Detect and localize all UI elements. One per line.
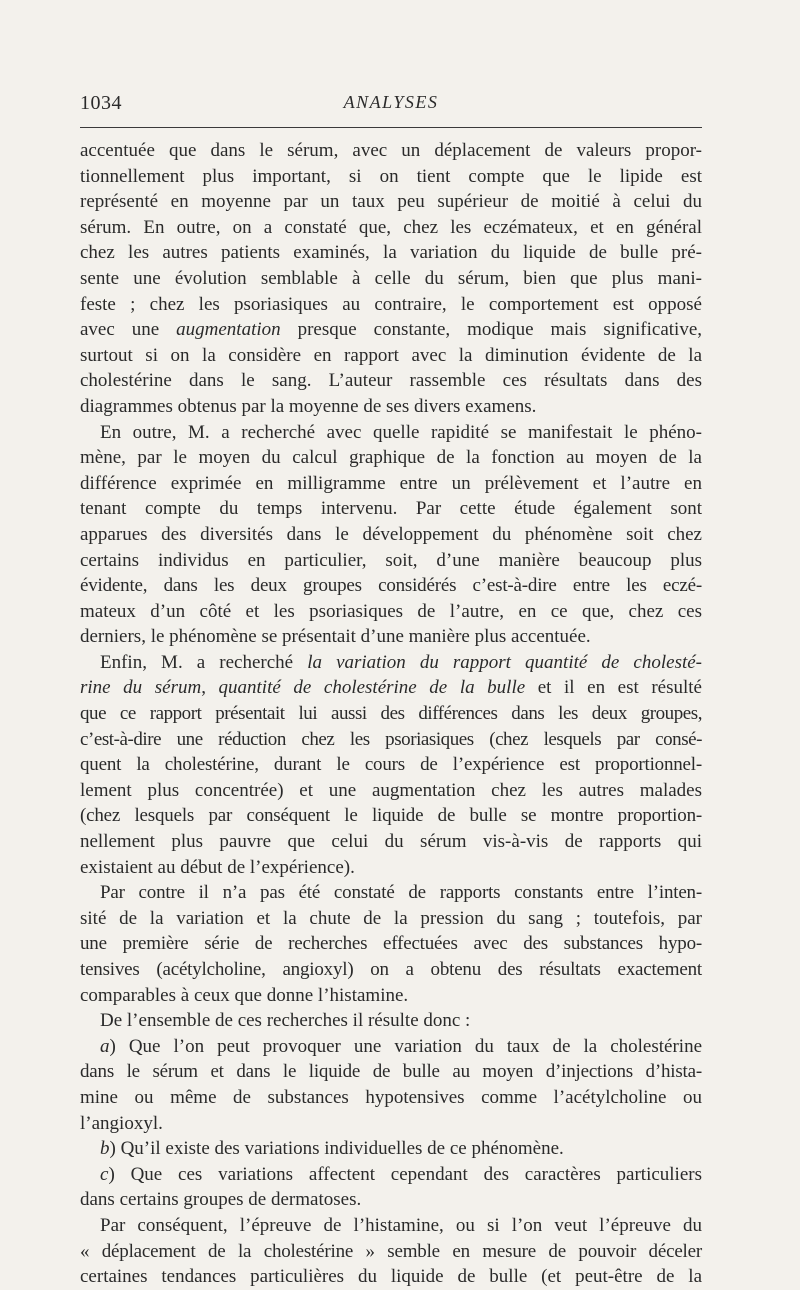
list-item: [80, 1034, 702, 1136]
paragraph: [80, 880, 702, 1008]
text-line: [80, 1034, 702, 1060]
text-line: diagrammes obtenus par la moyenne de ses divers examens.: [80, 395, 537, 417]
list-marker: c: [100, 1163, 109, 1185]
text-run: Enfin, M. a recherché: [100, 651, 308, 673]
italic-term: la variation du rapport quantité de cholesté-: [307, 651, 702, 673]
page-header: [80, 92, 702, 122]
paragraph: [80, 650, 702, 880]
text-line: sité de la variation et la chute de la pression du sang ; toutefois, par: [80, 907, 702, 929]
text-line: certains individus en particulier, soit, d’une manière beaucoup plus: [80, 549, 702, 571]
text-line: représenté en moyenne par un taux peu supérieur de moitié à celui du: [80, 191, 702, 213]
text-line: quent la cholestérine, durant le cours de l’expérience est proportionnel-: [80, 754, 702, 776]
paragraph: [80, 1008, 702, 1034]
text-line: (chez lesquels par conséquent le liquide de bulle se montre proportion-: [80, 805, 702, 827]
text-line: tensives (acétylcholine, angioxyl) on a obtenu des résultats exactement: [80, 959, 702, 980]
text-line: évidente, dans les deux groupes considérés c’est-à-dire entre les eczé-: [80, 575, 702, 597]
text-run: ,: [201, 677, 219, 699]
text-line: accentuée que dans le sérum, avec un déplacement de valeurs propor-: [80, 140, 702, 161]
text-line: « déplacement de la cholestérine » semble en mesure de pouvoir déceler: [80, 1240, 702, 1262]
text-line: [80, 650, 702, 676]
text-line: dans certains groupes de dermatoses.: [80, 1189, 362, 1211]
text-line: tenant compte du temps intervenu. Par cette étude également sont: [80, 498, 702, 520]
text-line: c’est-à-dire une réduction chez les psoriasiques (chez lesquels par consé-: [80, 728, 702, 750]
text-line: Par conséquent, l’épreuve de l’histamine, ou si l’on veut l’épreuve du: [100, 1214, 702, 1236]
text-line: que ce rapport présentait lui aussi des différences dans les deux groupes,: [80, 703, 702, 725]
text-line: nellement plus pauvre que celui du sérum vis-à-vis de rapports qui: [80, 831, 702, 853]
page-number: 1034: [80, 92, 122, 114]
paragraph: [80, 1213, 702, 1290]
text-line: lement plus concentrée) et une augmentation chez les autres malades: [80, 779, 702, 801]
text-line: feste ; chez les psoriasiques au contraire, le comportement est opposé: [80, 293, 702, 315]
header-rule: [80, 127, 702, 128]
italic-term: quantité de cholestérine de la bulle: [218, 677, 526, 699]
text-line: dans le sérum et dans le liquide de bulle au moyen d’injections d’hista-: [80, 1061, 702, 1083]
list-marker: b: [100, 1138, 110, 1160]
text-line: l’angioxyl.: [80, 1112, 163, 1134]
text-line: [80, 1136, 702, 1162]
body-text: [80, 138, 702, 1290]
text-line: derniers, le phénomène se présentait d’une manière plus accentuée.: [80, 626, 591, 648]
text-run: presque constante, modique mais significative,: [280, 319, 703, 341]
text-line: De l’ensemble de ces recherches il résulte donc :: [100, 1010, 471, 1032]
text-run: avec une: [80, 319, 177, 341]
text-run: et il en est résulté: [525, 677, 702, 699]
text-run: ) Qu’il existe des variations individuelles de ce phénomène.: [109, 1138, 564, 1160]
text-line: sérum. En outre, on a constaté que, chez les eczémateux, et en général: [80, 216, 702, 238]
text-line: tionnellement plus important, si on tient compte que le lipide est: [80, 165, 702, 187]
text-line: Par contre il n’a pas été constaté de rapports constants entre l’inten-: [100, 882, 702, 904]
list-item: [80, 1162, 702, 1213]
paragraph: [80, 138, 702, 420]
text-run: ) Que l’on peut provoquer une variation du taux de la cholestérine: [109, 1035, 702, 1057]
running-title: ANALYSES: [343, 92, 439, 112]
text-line: [80, 675, 702, 701]
text-line: apparues des diversités dans le développement du phénomène soit chez: [80, 523, 702, 545]
text-line: comparables à ceux que donne l’histamine.: [80, 984, 409, 1006]
text-line: mine ou même de substances hypotensives comme l’acétylcholine ou: [80, 1086, 702, 1108]
text-line: une première série de recherches effectuées avec des substances hypo-: [80, 933, 702, 955]
italic-term: rine du sérum: [80, 677, 202, 699]
text-line: [80, 317, 702, 343]
text-line: [80, 1162, 702, 1188]
text-line: mateux d’un côté et les psoriasiques de l’autre, en ce que, chez ces: [80, 600, 702, 622]
italic-term: augmentation: [176, 319, 281, 341]
text-line: certaines tendances particulières du liquide de bulle (et peut-être de la: [80, 1266, 702, 1288]
text-line: différence exprimée en milligramme entre un prélèvement et l’autre en: [80, 472, 702, 494]
text-line: En outre, M. a recherché avec quelle rapidité se manifestait le phéno-: [100, 421, 702, 443]
text-line: mène, par le moyen du calcul graphique de la fonction au moyen de la: [80, 447, 702, 469]
text-line: chez les autres patients examinés, la variation du liquide de bulle pré-: [80, 242, 702, 264]
text-line: cholestérine dans le sang. L’auteur rassemble ces résultats dans des: [80, 370, 702, 392]
list-item: [80, 1136, 702, 1162]
paragraph: [80, 420, 702, 650]
text-line: sente une évolution semblable à celle du sérum, bien que plus mani-: [80, 267, 702, 289]
text-line: existaient au début de l’expérience).: [80, 856, 355, 878]
text-run: ) Que ces variations affectent cependant des caractères particuliers: [108, 1163, 702, 1185]
list-marker: a: [100, 1035, 110, 1057]
text-line: surtout si on la considère en rapport avec la diminution évidente de la: [80, 344, 702, 366]
